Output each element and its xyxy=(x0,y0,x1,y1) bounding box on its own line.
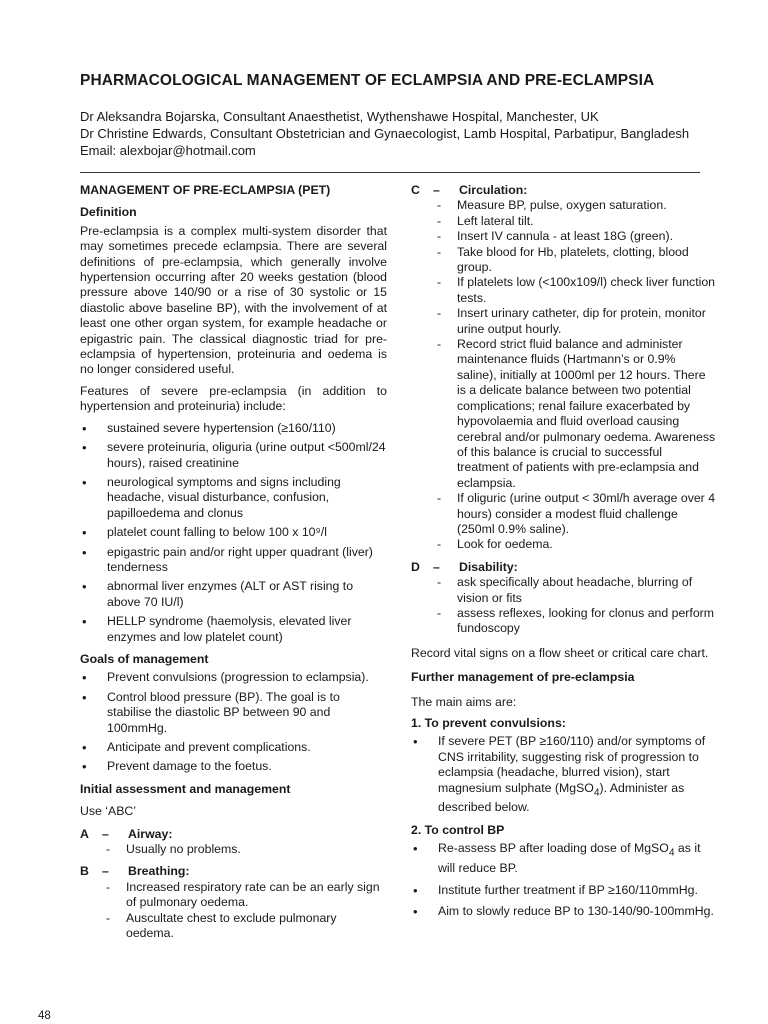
subscript: 4 xyxy=(593,787,600,799)
abc-dash: – xyxy=(433,183,440,197)
abc-letter: A xyxy=(80,826,89,841)
list-item: - Record strict fluid balance and administer maintenance fluids (Hartmann’s or 0.9% saline), initially at 1000ml per 12 hours. There is a delicate balance between two potential complications; renal failure exacerbated by hypovolaemia and fluid overload causing cerebral and/or pulmonary oedema. Awareness of this balance is crucial to successful treatment of patients with pre-eclampsia and eclampsia. xyxy=(437,337,717,491)
list-item: - Measure BP, pulse, oxygen saturation. xyxy=(437,198,717,213)
record-vitals-paragraph: Record vital signs on a flow sheet or critical care chart. xyxy=(411,645,709,660)
airway-list xyxy=(80,842,387,857)
abc-dash: – xyxy=(102,826,109,841)
aim-prevent-convulsions-heading: 1. To prevent convulsions: xyxy=(411,716,566,730)
list-item: - If oliguric (urine output < 30ml/h average over 4 hours) consider a modest fluid challenge (250ml 0.9% saline). xyxy=(437,491,717,537)
list-item: • Institute further treatment if BP ≥160/110mmHg. xyxy=(411,883,717,898)
aim1-text-b: ). Administer as described below. xyxy=(438,780,685,815)
list-item: - Left lateral tilt. xyxy=(437,214,717,229)
list-item: • Prevent damage to the foetus. xyxy=(80,759,387,774)
goals-heading: Goals of management xyxy=(80,651,209,666)
list-item: - Usually no problems. xyxy=(106,842,387,857)
list-item: - Insert IV cannula - at least 18G (green). xyxy=(437,229,717,244)
abc-letter: B xyxy=(80,864,89,879)
aim2-item1-text-a: Re-assess BP after loading dose of MgSO xyxy=(438,841,669,856)
abc-letter: C xyxy=(411,183,420,197)
list-item: • Prevent convulsions (progression to eclampsia). xyxy=(80,670,387,685)
features-intro: Features of severe pre-eclampsia (in addition to hypertension and proteinuria) include: xyxy=(80,383,387,414)
header-divider xyxy=(80,172,700,173)
aim2-list xyxy=(411,841,717,919)
abc-airway-heading xyxy=(80,827,387,842)
abc-circulation-heading xyxy=(411,183,717,198)
definition-heading: Definition xyxy=(80,205,137,220)
list-item: - assess reflexes, looking for clonus and perform fundoscopy xyxy=(437,606,717,637)
breathing-list xyxy=(80,880,387,942)
main-aims-text: The main aims are: xyxy=(411,694,517,709)
abc-dash: – xyxy=(102,864,109,879)
initial-assessment-heading: Initial assessment and management xyxy=(80,781,291,796)
aim1-text-a: If severe PET (BP ≥160/110) and/or symptoms of CNS irritability, suggesting risk of progression to eclampsia (headache, blurred vision), start magnesium sulphate (MgSO xyxy=(438,734,706,795)
section-heading: MANAGEMENT OF PRE-ECLAMPSIA (PET) xyxy=(80,183,331,197)
abc-title: Disability: xyxy=(459,559,518,574)
abc-title: Circulation: xyxy=(459,183,528,197)
list-item: - Auscultate chest to exclude pulmonary oedema. xyxy=(106,911,387,942)
disability-list xyxy=(411,575,717,637)
list-item: • platelet count falling to below 100 x 10⁹/l xyxy=(80,525,387,540)
aim1-list xyxy=(411,734,717,815)
abc-letter: D xyxy=(411,559,420,574)
list-item: - Increased respiratory rate can be an early sign of pulmonary oedema. xyxy=(106,880,387,911)
list-item: - If platelets low (<100x109/l) check liver function tests. xyxy=(437,275,717,306)
abc-dash: – xyxy=(433,559,440,574)
list-item: - Take blood for Hb, platelets, clotting, blood group. xyxy=(437,245,717,276)
aim2-item1-text-b: as it will reduce BP. xyxy=(438,841,701,876)
list-item: - ask specifically about headache, blurring of vision or fits xyxy=(437,575,717,606)
page-title: PHARMACOLOGICAL MANAGEMENT OF ECLAMPSIA AND PRE-ECLAMPSIA xyxy=(80,72,655,89)
left-column xyxy=(80,183,387,941)
author-line: Dr Christine Edwards, Consultant Obstetrician and Gynaecologist, Lamb Hospital, Parbatipur, Bangladesh xyxy=(80,126,690,141)
list-item: - Insert urinary catheter, dip for protein, monitor urine output hourly. xyxy=(437,306,717,337)
further-management-heading: Further management of pre-eclampsia xyxy=(411,670,635,685)
author-line: Dr Aleksandra Bojarska, Consultant Anaesthetist, Wythenshawe Hospital, Manchester, UK xyxy=(80,109,599,124)
author-email: Email: alexbojar@hotmail.com xyxy=(80,143,256,158)
aim-control-bp-heading: 2. To control BP xyxy=(411,822,505,837)
definition-paragraph: Pre-eclampsia is a complex multi-system disorder that may sometimes precede eclampsia. There are several definitions of pre-eclampsia, which generally involve hypertension occurring after 20 weeks gestation (blood pressure above 140/90 or a rise of 30 systolic or 15 diastolic above baseline BP), with the involvement of at least one other organ system, for example headache or epigastric pain. The classical diagnostic triad for pre-eclampsia of hypertension, proteinuria and oedema is no longer considered useful. xyxy=(80,223,387,377)
circulation-list xyxy=(411,198,717,552)
author-block xyxy=(80,108,689,159)
list-item: • HELLP syndrome (haemolysis, elevated liver enzymes and low platelet count) xyxy=(80,614,387,645)
list-item: • Control blood pressure (BP). The goal is to stabilise the diastolic BP between 90 and 100mmHg. xyxy=(80,690,387,736)
features-list xyxy=(80,421,387,645)
subscript: 4 xyxy=(668,847,675,859)
abc-title: Airway: xyxy=(128,826,173,841)
use-abc-text: Use ‘ABC’ xyxy=(80,804,137,819)
goals-list xyxy=(80,670,387,774)
list-item: • severe proteinuria, oliguria (urine output <500ml/24 hours), raised creatinine xyxy=(80,440,387,471)
abc-title: Breathing: xyxy=(128,864,190,879)
list-item: • Anticipate and prevent complications. xyxy=(80,740,387,755)
list-item: • Aim to slowly reduce BP to 130-140/90-100mmHg. xyxy=(411,904,717,919)
abc-disability-heading xyxy=(411,560,717,575)
list-item xyxy=(411,841,717,876)
list-item: • sustained severe hypertension (≥160/110) xyxy=(80,421,387,436)
list-item xyxy=(411,734,717,815)
list-item: • neurological symptoms and signs including headache, visual disturbance, confusion, papilloedema and clonus xyxy=(80,475,387,521)
page-number: 48 xyxy=(38,1010,51,1022)
list-item: • abnormal liver enzymes (ALT or AST rising to above 70 IU/l) xyxy=(80,579,387,610)
list-item: - Look for oedema. xyxy=(437,537,717,552)
abc-breathing-heading xyxy=(80,864,387,879)
right-column xyxy=(411,183,717,925)
list-item: • epigastric pain and/or right upper quadrant (liver) tenderness xyxy=(80,545,387,576)
